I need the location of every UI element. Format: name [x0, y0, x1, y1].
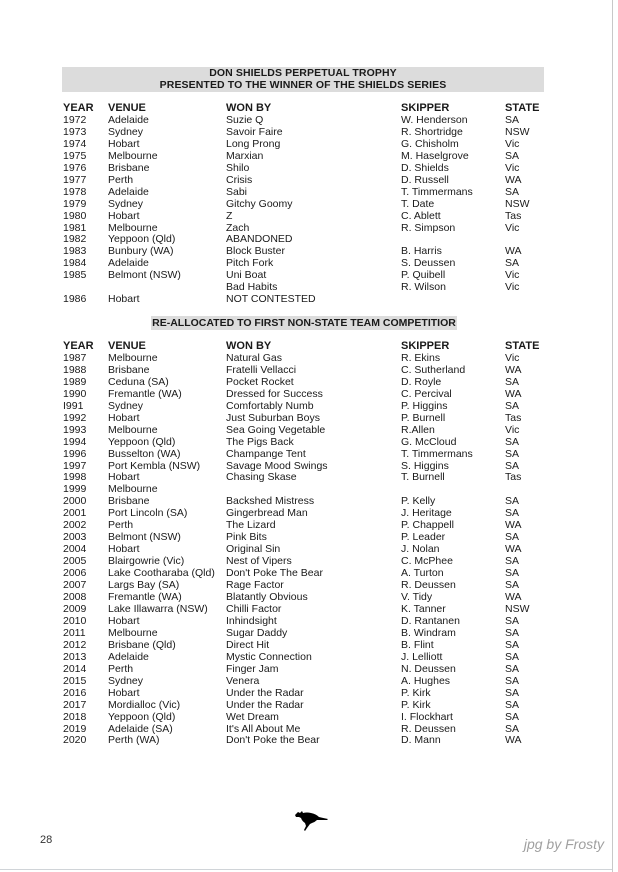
cell-venue: Hobart	[108, 614, 140, 627]
cell-won-by: Wet Dream	[226, 710, 279, 723]
cell-year: 1987	[63, 351, 87, 364]
cell-won-by: Blatantly Obvious	[226, 591, 308, 604]
col-header-state: STATE	[505, 102, 540, 114]
table-row	[63, 389, 555, 401]
results-body-2	[63, 353, 555, 747]
col-header-won-by: WON BY	[226, 340, 272, 352]
section-heading-reallocated: RE-ALLOCATED TO FIRST NON-STATE TEAM COMPETITIOR	[152, 317, 456, 329]
cell-skipper: V. Tidy	[401, 591, 433, 604]
cell-year: 2009	[63, 602, 87, 615]
cell-skipper: T. Timmermans	[401, 185, 473, 198]
cell-won-by: Sugar Daddy	[226, 626, 288, 639]
cell-won-by: Sabi	[226, 185, 248, 198]
cell-state: WA	[505, 387, 522, 400]
cell-venue: Brisbane (Qld)	[108, 638, 176, 651]
cell-state: Vic	[505, 423, 520, 436]
cell-skipper: R. Deussen	[401, 579, 456, 592]
cell-year: 2015	[63, 674, 87, 687]
cell-skipper: C. Ablett	[401, 209, 441, 222]
cell-state: SA	[505, 579, 520, 592]
cell-year: 1990	[63, 387, 87, 400]
col-header-year: YEAR	[63, 340, 94, 352]
cell-won-by: Under the Radar	[226, 686, 304, 699]
cell-won-by: Gingerbread Man	[226, 507, 308, 520]
cell-venue: Sydney	[108, 399, 144, 412]
cell-skipper: P. Leader	[401, 531, 446, 544]
cell-skipper: D. Rantanen	[401, 614, 460, 627]
cell-won-by: Under the Radar	[226, 698, 304, 711]
table-row	[63, 664, 555, 676]
cell-venue: Brisbane	[108, 495, 150, 508]
cell-venue: Lake Cootharaba (Qld)	[108, 567, 215, 580]
cell-state: SA	[505, 257, 520, 270]
table-row	[63, 187, 555, 199]
cell-skipper: J. Lelliott	[401, 650, 443, 663]
cell-won-by: The Pigs Back	[226, 435, 294, 448]
cell-won-by: Don't Poke The Bear	[226, 567, 323, 580]
cell-year: 1977	[63, 173, 87, 186]
cell-year: 2001	[63, 507, 87, 520]
cell-skipper: T. Timmermans	[401, 447, 473, 460]
table-row	[63, 676, 555, 688]
cell-won-by: The Lizard	[226, 519, 276, 532]
table-row	[63, 425, 555, 437]
cell-state: SA	[505, 555, 520, 568]
cell-won-by: Comfortably Numb	[226, 399, 314, 412]
cell-state: SA	[505, 447, 520, 460]
cell-state: SA	[505, 698, 520, 711]
cell-year: 1982	[63, 233, 87, 246]
cell-year: 2011	[63, 626, 86, 639]
cell-won-by: Long Prong	[226, 137, 281, 150]
cell-year: 2008	[63, 591, 87, 604]
cell-year: 2018	[63, 710, 87, 723]
cell-won-by: Just Suburban Boys	[226, 411, 320, 424]
cell-skipper: D. Shields	[401, 161, 449, 174]
page-subtitle: PRESENTED TO THE WINNER OF THE SHIELDS SERIES	[159, 79, 447, 91]
cell-won-by: Fratelli Vellacci	[226, 363, 297, 376]
kangaroo-icon	[293, 806, 329, 832]
table-row	[63, 294, 555, 306]
cell-won-by: Savoir Faire	[226, 125, 283, 138]
cell-year: 2010	[63, 614, 87, 627]
table-row	[63, 401, 555, 413]
cell-skipper: S. Higgins	[401, 459, 449, 472]
cell-won-by: Finger Jam	[226, 662, 279, 675]
cell-won-by: Gitchy Goomy	[226, 197, 293, 210]
results-body-1	[63, 115, 555, 306]
cell-year: 2000	[63, 495, 87, 508]
cell-state: SA	[505, 495, 520, 508]
cell-year: 1986	[63, 293, 87, 306]
cell-year: 2005	[63, 555, 87, 568]
cell-skipper: N. Deussen	[401, 662, 456, 675]
table-row	[63, 163, 555, 175]
cell-skipper: P. Chappell	[401, 519, 454, 532]
col-header-venue: VENUE	[108, 102, 146, 114]
cell-won-by: Z	[226, 209, 233, 222]
cell-venue: Port Lincoln (SA)	[108, 507, 188, 520]
col-header-skipper: SKIPPER	[401, 340, 450, 352]
cell-venue: Busselton (WA)	[108, 447, 181, 460]
cell-venue: Melbourne	[108, 423, 158, 436]
cell-venue: Largs Bay (SA)	[108, 579, 180, 592]
cell-venue: Brisbane	[108, 161, 150, 174]
cell-year: 2020	[63, 734, 87, 747]
cell-state: SA	[505, 650, 520, 663]
cell-skipper: K. Tanner	[401, 602, 446, 615]
table-row	[63, 652, 555, 664]
cell-venue: Melbourne	[108, 483, 158, 496]
cell-state: SA	[505, 149, 520, 162]
cell-won-by: Zach	[226, 221, 250, 234]
cell-skipper: D. Russell	[401, 173, 449, 186]
cell-venue: Perth (WA)	[108, 734, 160, 747]
cell-venue: Yeppoon (Qld)	[108, 435, 176, 448]
cell-state: SA	[505, 614, 520, 627]
cell-won-by: Direct Hit	[226, 638, 270, 651]
cell-skipper: R. Shortridge	[401, 125, 463, 138]
cell-year: 1997	[63, 459, 87, 472]
cell-won-by: Champange Tent	[226, 447, 306, 460]
cell-won-by: Nest of Vipers	[226, 555, 292, 568]
table-row	[63, 151, 555, 163]
table-row	[63, 175, 555, 187]
cell-venue: Adelaide	[108, 113, 149, 126]
cell-year: 2006	[63, 567, 87, 580]
page-title-banner	[62, 67, 544, 92]
cell-state: WA	[505, 245, 522, 258]
table-row	[63, 437, 555, 449]
table-row	[63, 270, 555, 282]
cell-skipper: P. Kirk	[401, 686, 431, 699]
cell-state: NSW	[505, 125, 530, 138]
cell-won-by: Sea Going Vegetable	[226, 423, 326, 436]
cell-won-by: Marxian	[226, 149, 264, 162]
cell-state: Vic	[505, 269, 520, 282]
cell-state: WA	[505, 734, 522, 747]
cell-venue: Ceduna (SA)	[108, 375, 169, 388]
cell-year: 2002	[63, 519, 87, 532]
cell-year: 2016	[63, 686, 87, 699]
cell-venue: Belmont (NSW)	[108, 269, 181, 282]
cell-skipper	[401, 294, 505, 306]
cell-venue: Belmont (NSW)	[108, 531, 181, 544]
cell-won-by: Venera	[226, 674, 260, 687]
cell-skipper: A. Hughes	[401, 674, 451, 687]
cell-state: NSW	[505, 602, 530, 615]
cell-year: 1989	[63, 375, 87, 388]
cell-venue: Adelaide (SA)	[108, 722, 173, 735]
cell-won-by: Rage Factor	[226, 579, 284, 592]
cell-state: SA	[505, 399, 520, 412]
cell-venue: Fremantle (WA)	[108, 591, 182, 604]
cell-year: 1979	[63, 197, 87, 210]
cell-state: SA	[505, 435, 520, 448]
cell-won-by: Natural Gas	[226, 351, 283, 364]
cell-state: Vic	[505, 281, 520, 294]
cell-venue: Adelaide	[108, 185, 149, 198]
cell-skipper: B. Harris	[401, 245, 442, 258]
cell-venue: Blairgowrie (Vic)	[108, 555, 185, 568]
cell-year: 1984	[63, 257, 87, 270]
cell-skipper: D. Royle	[401, 375, 442, 388]
table-row	[63, 735, 555, 747]
cell-won-by: Savage Mood Swings	[226, 459, 328, 472]
cell-skipper: B. Flint	[401, 638, 434, 651]
cell-state: SA	[505, 722, 520, 735]
cell-venue: Melbourne	[108, 149, 158, 162]
cell-won-by: Crisis	[226, 173, 253, 186]
cell-year: 1974	[63, 137, 87, 150]
cell-won-by: It's All About Me	[226, 722, 301, 735]
cell-state: SA	[505, 113, 520, 126]
cell-venue: Sydney	[108, 197, 144, 210]
table-row	[63, 712, 555, 724]
cell-skipper: D. Mann	[401, 734, 441, 747]
cell-venue: Yeppoon (Qld)	[108, 233, 176, 246]
cell-year: 1999	[63, 483, 87, 496]
cell-state: Tas	[505, 471, 522, 484]
cell-state: SA	[505, 686, 520, 699]
cell-state: WA	[505, 173, 522, 186]
results-table-shields-series	[63, 103, 555, 306]
cell-skipper: C. McPhee	[401, 555, 453, 568]
cell-venue: Hobart	[108, 471, 140, 484]
cell-year: 2017	[63, 698, 87, 711]
cell-won-by: ABANDONED	[226, 233, 293, 246]
cell-skipper: C. Sutherland	[401, 363, 466, 376]
cell-year: 1973	[63, 125, 87, 138]
cell-state: WA	[505, 543, 522, 556]
cell-won-by: Original Sin	[226, 543, 281, 556]
cell-venue: Bunbury (WA)	[108, 245, 174, 258]
cell-venue: Hobart	[108, 411, 140, 424]
watermark: jpg by Frosty	[523, 836, 604, 852]
cell-venue: Perth	[108, 519, 134, 532]
cell-state: WA	[505, 519, 522, 532]
cell-skipper: S. Deussen	[401, 257, 456, 270]
cell-venue: Sydney	[108, 125, 144, 138]
cell-skipper: R.Allen	[401, 423, 435, 436]
cell-venue: Lake Illawarra (NSW)	[108, 602, 208, 615]
cell-state: SA	[505, 531, 520, 544]
table-row	[63, 413, 555, 425]
cell-skipper: I. Flockhart	[401, 710, 453, 723]
cell-skipper: B. Windram	[401, 626, 456, 639]
cell-year: 1983	[63, 245, 87, 258]
cell-won-by: Inhindsight	[226, 614, 277, 627]
col-header-venue: VENUE	[108, 340, 146, 352]
cell-year: 2014	[63, 662, 87, 675]
cell-skipper: R. Ekins	[401, 351, 441, 364]
cell-venue: Fremantle (WA)	[108, 387, 182, 400]
table-row	[63, 211, 555, 223]
cell-venue: Hobart	[108, 543, 140, 556]
cell-skipper: P. Higgins	[401, 399, 448, 412]
cell-skipper: R. Deussen	[401, 722, 456, 735]
table-row	[63, 688, 555, 700]
cell-year: 1980	[63, 209, 87, 222]
cell-year: 1975	[63, 149, 87, 162]
cell-venue: Hobart	[108, 137, 140, 150]
page-number: 28	[40, 834, 53, 846]
cell-skipper: M. Haselgrove	[401, 149, 469, 162]
cell-state: SA	[505, 375, 520, 388]
table-row	[63, 508, 555, 520]
cell-won-by: Uni Boat	[226, 269, 267, 282]
cell-year: 2012	[63, 638, 87, 651]
cell-skipper: W. Henderson	[401, 113, 468, 126]
cell-state: NSW	[505, 197, 530, 210]
cell-won-by: Suzie Q	[226, 113, 264, 126]
table-row	[63, 449, 555, 461]
cell-won-by: Pocket Rocket	[226, 375, 294, 388]
cell-year: 1993	[63, 423, 87, 436]
cell-venue: Perth	[108, 662, 134, 675]
cell-skipper: J. Nolan	[401, 543, 440, 556]
cell-year: 1972	[63, 113, 87, 126]
cell-year: 1998	[63, 471, 87, 484]
cell-venue: Hobart	[108, 686, 140, 699]
cell-won-by: Shilo	[226, 161, 250, 174]
col-header-won-by: WON BY	[226, 102, 272, 114]
cell-skipper: T. Date	[401, 197, 435, 210]
cell-state: Vic	[505, 221, 520, 234]
cell-year: 2004	[63, 543, 87, 556]
cell-venue: Hobart	[108, 209, 140, 222]
cell-won-by: Block Buster	[226, 245, 285, 258]
cell-won-by: Pitch Fork	[226, 257, 274, 270]
cell-skipper: P. Quibell	[401, 269, 446, 282]
cell-state: Vic	[505, 351, 520, 364]
cell-won-by: Pink Bits	[226, 531, 267, 544]
page-title: DON SHIELDS PERPETUAL TROPHY	[209, 67, 397, 79]
cell-year: 1978	[63, 185, 87, 198]
cell-skipper: G. Chisholm	[401, 137, 459, 150]
results-table-non-state-team	[63, 341, 555, 747]
cell-state: SA	[505, 459, 520, 472]
cell-year: 2007	[63, 579, 87, 592]
cell-year: 1988	[63, 363, 87, 376]
cell-state: SA	[505, 638, 520, 651]
cell-skipper: P. Kirk	[401, 698, 431, 711]
cell-venue: Perth	[108, 173, 134, 186]
cell-venue: Hobart	[108, 293, 140, 306]
cell-won-by: Dressed for Success	[226, 387, 323, 400]
cell-won-by: Don't Poke the Bear	[226, 734, 320, 747]
cell-skipper: C. Percival	[401, 387, 452, 400]
cell-state: SA	[505, 626, 520, 639]
cell-year: 1994	[63, 435, 87, 448]
cell-state: Tas	[505, 411, 522, 424]
cell-venue: Melbourne	[108, 221, 158, 234]
cell-won-by: NOT CONTESTED	[226, 293, 316, 306]
cell-state: SA	[505, 567, 520, 580]
cell-won-by: Chasing Skase	[226, 471, 297, 484]
cell-state: SA	[505, 662, 520, 675]
cell-venue: Melbourne	[108, 351, 158, 364]
cell-state: Vic	[505, 161, 520, 174]
cell-state	[505, 294, 555, 306]
table-row	[63, 640, 555, 652]
cell-won-by: Chilli Factor	[226, 602, 282, 615]
table-row	[63, 199, 555, 211]
col-header-year: YEAR	[63, 102, 94, 114]
cell-state: Tas	[505, 209, 522, 222]
cell-won-by: Bad Habits	[226, 281, 278, 294]
cell-year: 1985	[63, 269, 87, 282]
page-right-edge	[612, 0, 613, 872]
cell-year: 1996	[63, 447, 87, 460]
cell-venue: Yeppoon (Qld)	[108, 710, 176, 723]
cell-venue: Port Kembla (NSW)	[108, 459, 201, 472]
cell-state: SA	[505, 185, 520, 198]
cell-venue: Mordialloc (Vic)	[108, 698, 181, 711]
cell-year: 1981	[63, 221, 87, 234]
cell-venue: Brisbane	[108, 363, 150, 376]
cell-skipper: P. Kelly	[401, 495, 436, 508]
cell-year: 2013	[63, 650, 87, 663]
cell-won-by: Backshed Mistress	[226, 495, 315, 508]
cell-skipper: T. Burnell	[401, 471, 445, 484]
cell-skipper: R. Simpson	[401, 221, 456, 234]
page-bottom-edge	[0, 869, 612, 870]
cell-state: SA	[505, 710, 520, 723]
cell-venue: Melbourne	[108, 626, 158, 639]
cell-state: WA	[505, 363, 522, 376]
cell-skipper: G. McCloud	[401, 435, 457, 448]
cell-skipper: R. Wilson	[401, 281, 446, 294]
cell-state: Vic	[505, 137, 520, 150]
cell-skipper: A. Turton	[401, 567, 444, 580]
cell-state: SA	[505, 507, 520, 520]
cell-venue: Sydney	[108, 674, 144, 687]
cell-year: 2003	[63, 531, 87, 544]
cell-state: SA	[505, 674, 520, 687]
cell-venue: Adelaide	[108, 257, 149, 270]
cell-state: WA	[505, 591, 522, 604]
col-header-state: STATE	[505, 340, 540, 352]
cell-venue: Adelaide	[108, 650, 149, 663]
cell-year: 1976	[63, 161, 87, 174]
col-header-skipper: SKIPPER	[401, 102, 450, 114]
cell-won-by: Mystic Connection	[226, 650, 312, 663]
table-row	[63, 700, 555, 712]
cell-skipper: J. Heritage	[401, 507, 452, 520]
cell-year: I991	[63, 399, 84, 412]
cell-year: 2019	[63, 722, 87, 735]
cell-year: 1992	[63, 411, 87, 424]
cell-skipper: P. Burnell	[401, 411, 446, 424]
